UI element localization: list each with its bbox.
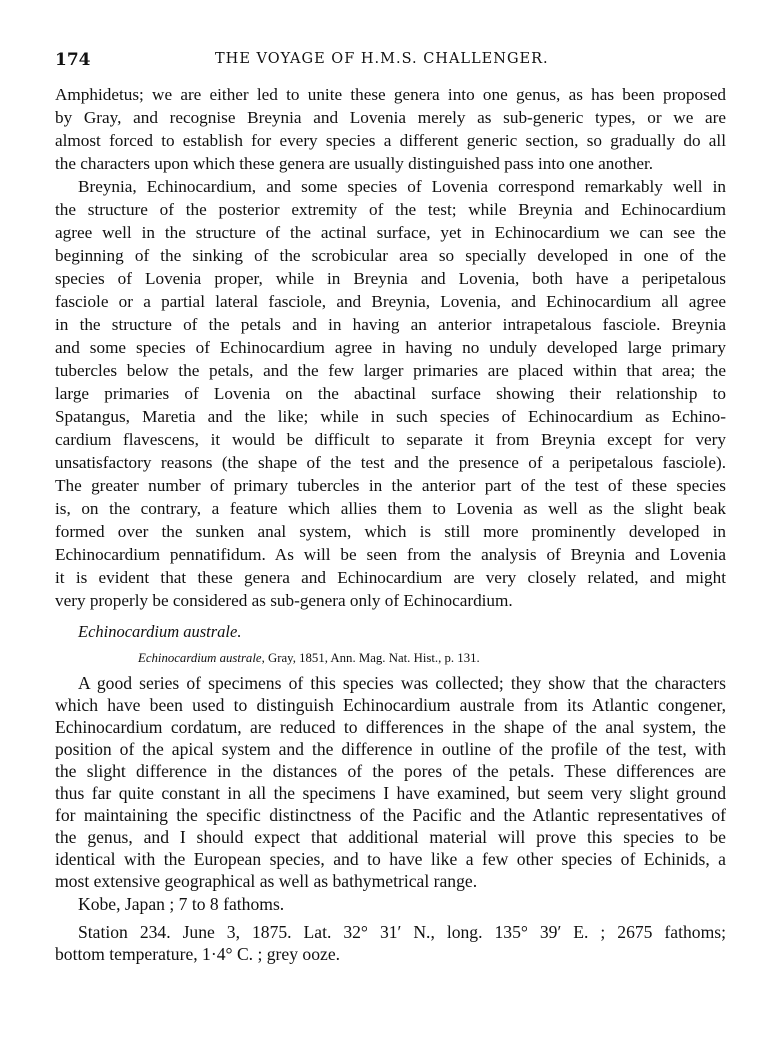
- text-line: unsatisfactory reasons (the shape of the test and the presence of a peripetalous fasciole).: [55, 453, 726, 472]
- text-line: species of Lovenia proper, while in Breynia and Lovenia, both have a peripetalous: [55, 269, 726, 288]
- text-line: tubercles below the petals, and the few larger primaries are placed within that area; the: [55, 361, 726, 380]
- text-line: identical with the European species, and to have like a few other species of Echinids, a: [55, 849, 726, 869]
- text-line: it is evident that these genera and Echinocardium are very closely related, and might: [55, 568, 726, 587]
- text-line: by Gray, and recognise Breynia and Lovenia merely as sub-generic types, or we are: [55, 108, 726, 127]
- species-citation: [138, 651, 480, 666]
- text-line: the genus, and I should expect that additional material will prove this species to be: [55, 827, 726, 847]
- text-line: cardium flavescens, it would be difficult to separate it from Breynia except for very: [55, 430, 726, 449]
- text-line: very properly be considered as sub-genera only of Echinocardium.: [55, 591, 513, 610]
- text-line: the structure of the posterior extremity of the test; while Breynia and Echinocardium: [55, 200, 726, 219]
- text-line: is, on the contrary, a feature which allies them to Lovenia as well as the slight beak: [55, 499, 726, 518]
- text-line: large primaries of Lovenia on the abactinal surface showing their relationship to: [55, 384, 726, 403]
- text-line: thus far quite constant in all the specimens I have examined, but seem very slight ground: [55, 783, 726, 803]
- text-line: position of the apical system and the difference in outline of the profile of the test, with: [55, 739, 726, 759]
- text-line: for maintaining the specific distinctness of the Pacific and the Atlantic representatives of: [55, 805, 726, 825]
- text-line: Echinocardium pennatifidum. As will be seen from the analysis of Breynia and Lovenia: [55, 545, 726, 564]
- station-line: Station 234. June 3, 1875. Lat. 32° 31′ N., long. 135° 39′ E. ; 2675 fathoms;: [78, 922, 726, 942]
- running-title: THE VOYAGE OF H.M.S. CHALLENGER.: [215, 51, 549, 67]
- citation-reference: , Gray, 1851, Ann. Mag. Nat. Hist., p. 131.: [261, 651, 480, 665]
- species-heading: Echinocardium australe.: [78, 622, 242, 641]
- text-line: and some species of Echinocardium agree in having no unduly developed large primary: [55, 338, 726, 357]
- text-line: which have been used to distinguish Echinocardium australe from its Atlantic congener,: [55, 695, 726, 715]
- text-line: most extensive geographical as well as bathymetrical range.: [55, 871, 478, 891]
- text-line: fasciole or a partial lateral fasciole, and Breynia, Lovenia, and Echinocardium all agree: [55, 292, 726, 311]
- text-line: formed over the sunken anal system, which is still more prominently developed in: [55, 522, 726, 541]
- text-line: A good series of specimens of this species was collected; they show that the characters: [78, 673, 726, 693]
- locality: Kobe, Japan ; 7 to 8 fathoms.: [78, 894, 285, 914]
- text-line: the characters upon which these genera are usually distinguished pass into one another.: [55, 154, 654, 173]
- text-line: agree well in the structure of the actinal surface, yet in Echinocardium we can see the: [55, 223, 726, 242]
- text-line: Breynia, Echinocardium, and some species of Lovenia correspond remarkably well in: [78, 177, 726, 196]
- text-line: almost forced to establish for every species a different generic section, so gradually do all: [55, 131, 726, 150]
- text-line: Echinocardium cordatum, are reduced to differences in the shape of the anal system, the: [55, 717, 726, 737]
- page-header: [55, 50, 725, 74]
- text-line: beginning of the sinking of the scrobicular area so specially developed in one of the: [55, 246, 726, 265]
- station-line: bottom temperature, 1·4° C. ; grey ooze.: [55, 944, 341, 964]
- citation-species-name: Echinocardium australe: [138, 651, 262, 665]
- text-line: the slight difference in the distances of the pores of the petals. These differences are: [55, 761, 726, 781]
- text-line: in the structure of the petals and in having an anterior intrapetalous fasciole. Breynia: [55, 315, 726, 334]
- page-number: 174: [55, 50, 91, 70]
- text-line: Amphidetus; we are either led to unite these genera into one genus, as has been proposed: [55, 85, 726, 104]
- text-line: Spatangus, Maretia and the like; while in such species of Echinocardium as Echino-: [55, 407, 726, 426]
- text-line: The greater number of primary tubercles in the anterior part of the test of these species: [55, 476, 726, 495]
